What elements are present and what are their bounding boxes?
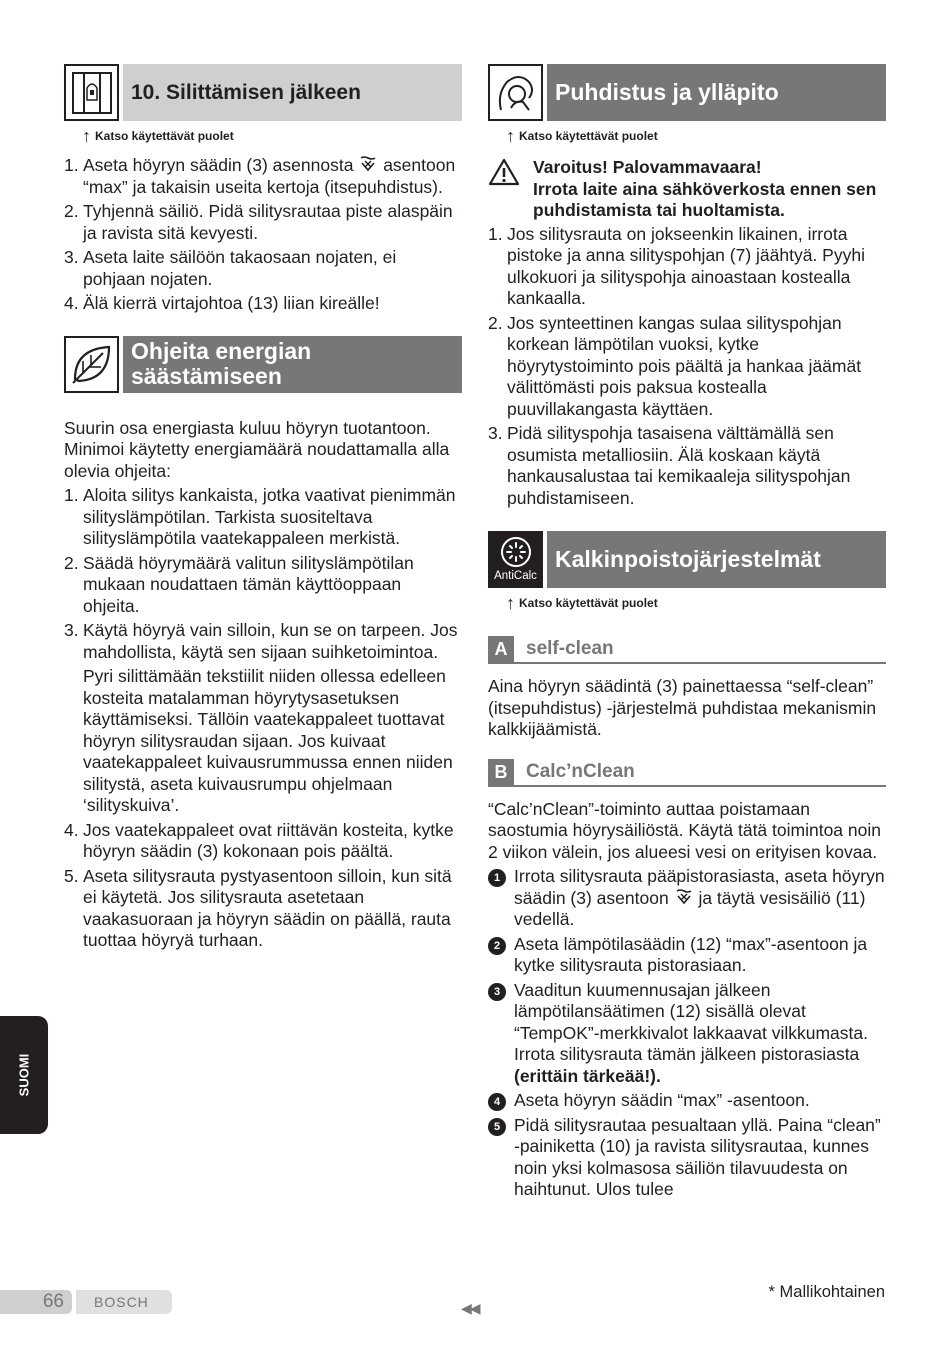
right-column	[488, 64, 886, 1204]
step-number: 5	[488, 1118, 506, 1136]
section-title: Puhdistus ja ylläpito	[547, 64, 886, 121]
cleaning-header	[488, 64, 886, 121]
list-item: 3. Aseta laite säilöön takaosaan nojaten, ei pohjaan nojaten.	[64, 247, 397, 289]
list-item: 4. Älä kierrä virtajohtoa (13) liian kireälle!	[64, 293, 380, 313]
step-item: 2 Aseta lämpötilasäädin (12) “max”-asentoon ja kytke silitysrauta pistorasiaan.	[488, 934, 886, 977]
energy-saving-header	[64, 336, 462, 393]
list-item: 1. Aseta höyryn säädin (3) asennosta asentoon “max” ja takaisin useita kertoja (itsepuhdistus).	[64, 155, 456, 197]
left-column	[64, 64, 462, 955]
subsection-title: Calc’nClean	[526, 760, 635, 782]
step-number: 3	[488, 983, 506, 1001]
list-item: 2. Säädä höyrymäärä valitun silityslämpötilan mukaan noudattaen tämän käyttöoppaan ohjeita.	[64, 552, 414, 616]
cleaning-list	[488, 224, 886, 510]
after-ironing-list	[64, 155, 462, 315]
step-item: 5 Pidä silitysrautaa pesualtaan yllä. Paina “clean” -painiketta (10) ja ravista silitysrautaa, kunnes noin yksi kolmasosa säiliön tilavuudesta on haihtunut. Ulos tulee	[488, 1115, 886, 1201]
calcnclean-intro: “Calc’nClean”-toiminto auttaa poistamaan saostumia höyrysäiliöstä. Käytä tätä toimintoa noin 2 viikon välein, jos alueesi vesi on erityisen kovaa.	[488, 798, 881, 862]
steam-setting-icon	[358, 155, 378, 173]
step-number: 4	[488, 1093, 506, 1111]
footer-left	[0, 1290, 172, 1314]
list-item: 3. Pidä silityspohja tasaisena välttämällä sen osumista metalliosiin. Älä koskaan käytä hankausalustaa tai kemikaaleja silityspohjan puhdistamiseen.	[488, 423, 851, 508]
language-tab: SUOMI	[0, 1016, 48, 1134]
anticalc-label: AntiCalc	[494, 570, 537, 582]
list-item: 3. Käytä höyryä vain silloin, kun se on tarpeen. Jos mahdollista, käytä sen sijaan suihketoimintoa. Pyri silittämään tekstiilit niiden ollessa edelleen kosteita matalamman höyrytysasetuksen käyttämiseksi. Tällöin vaatekappaleet tuottavat höyryn silitysraudan sijaan. Jos kuivaat vaatekappaleet kuivausrummussa ennen niiden silitystä, aseta kuivausrumpu ohjelmaan ‘silityskuiva’.	[64, 620, 458, 815]
energy-list	[64, 485, 462, 952]
arrow-up-icon: ↑	[82, 126, 91, 146]
section-title: 10. Silittämisen jälkeen	[123, 64, 462, 121]
self-clean-subheader	[488, 636, 886, 664]
warning-text: Irrota laite aina sähköverkosta ennen sen puhdistamista tai huoltamista.	[533, 178, 877, 220]
letter-badge: A	[488, 636, 514, 662]
anticalc-header	[488, 531, 886, 588]
step-item: 4 Aseta höyryn säädin “max” -asentoon.	[488, 1090, 886, 1112]
leaf-icon	[64, 336, 119, 393]
section-title: Kalkinpoistojärjestelmät	[547, 531, 886, 588]
cleaning-hand-icon	[488, 64, 543, 121]
page-number: 66	[0, 1290, 72, 1314]
calcnclean-subheader	[488, 759, 886, 787]
list-item: 5. Aseta silitysrauta pystyasentoon silloin, kun sitä ei käytetä. Jos silitysrauta asetetaan vaakasuoraan ja höyryn säädin on päällä, rauta tuottaa höyryä turhaan.	[64, 865, 452, 950]
calcnclean-steps	[488, 866, 886, 1201]
energy-intro: Suurin osa energiasta kuluu höyryn tuotantoon. Minimoi käytetty energiamäärä noudattamalla alla olevia ohjeita:	[64, 417, 450, 481]
warning-icon	[488, 157, 533, 222]
letter-badge: B	[488, 759, 514, 785]
brand-label: BOSCH	[76, 1290, 172, 1314]
list-item: 1. Aloita silitys kankaista, jotka vaativat pienimmän silityslämpötilan. Tarkista suositeltava silityslämpötila vaatekappaleen merkistä.	[64, 485, 456, 548]
step-number: 1	[488, 869, 506, 887]
burn-warning	[488, 157, 886, 222]
sides-note: ↑ Katso käytettävät puolet	[82, 126, 234, 146]
list-item: 2. Tyhjennä säiliö. Pidä silitysrautaa piste alaspäin ja ravista sitä kevyesti.	[64, 201, 453, 243]
arrow-up-icon: ↑	[506, 126, 515, 146]
steam-setting-icon	[674, 888, 694, 906]
sides-note: ↑ Katso käytettävät puolet	[506, 593, 658, 613]
previous-page-icon[interactable]: ◀◀	[461, 1300, 479, 1316]
step-item: 1 Irrota silitysrauta pääpistorasiasta, aseta höyryn säädin (3) asentoon ja täytä vesisäiliö (11) vedellä.	[488, 866, 886, 931]
iron-storage-icon	[64, 64, 119, 121]
arrow-up-icon: ↑	[506, 593, 515, 613]
sides-note: ↑ Katso käytettävät puolet	[506, 126, 658, 146]
section-title: Ohjeita energian säästämiseen	[123, 336, 462, 393]
model-note: * Mallikohtainen	[768, 1283, 885, 1301]
anticalc-icon	[488, 531, 543, 588]
list-item: 4. Jos vaatekappaleet ovat riittävän kosteita, kytke höyryn säädin (3) kokonaan pois päältä.	[64, 819, 454, 861]
step-item: 3 Vaaditun kuumennusajan jälkeen lämpötilansäätimen (12) sisällä olevat “TempOK”-merkkivalot lakkaavat vilkkumasta. Irrota silitysrauta tämän jälkeen pistorasiasta (erittäin tärkeää!).	[488, 980, 886, 1088]
list-item: 1. Jos silitysrauta on jokseenkin likainen, irrota pistoke ja anna silityspohjan (7) jäähtyä. Pyyhi ulkokuori ja silityspohja ainoastaan kostealla kankaalla.	[488, 223, 865, 308]
step-number: 2	[488, 937, 506, 955]
warning-title: Varoitus! Palovammavaara!	[533, 157, 762, 177]
after-ironing-header	[64, 64, 462, 121]
self-clean-text: Aina höyryn säädintä (3) painettaessa “self-clean” (itsepuhdistus) -järjestelmä puhdistaa mekanismin kalkkijäämistä.	[488, 676, 877, 739]
list-item: 2. Jos synteettinen kangas sulaa silityspohjan korkean lämpötilan vuoksi, kytke höyrytystoiminto pois päältä ja hankaa jäämät välittömästi pois paksua kostealla puuvillakangasta käyttäen.	[488, 312, 862, 419]
subsection-title: self-clean	[526, 638, 614, 659]
